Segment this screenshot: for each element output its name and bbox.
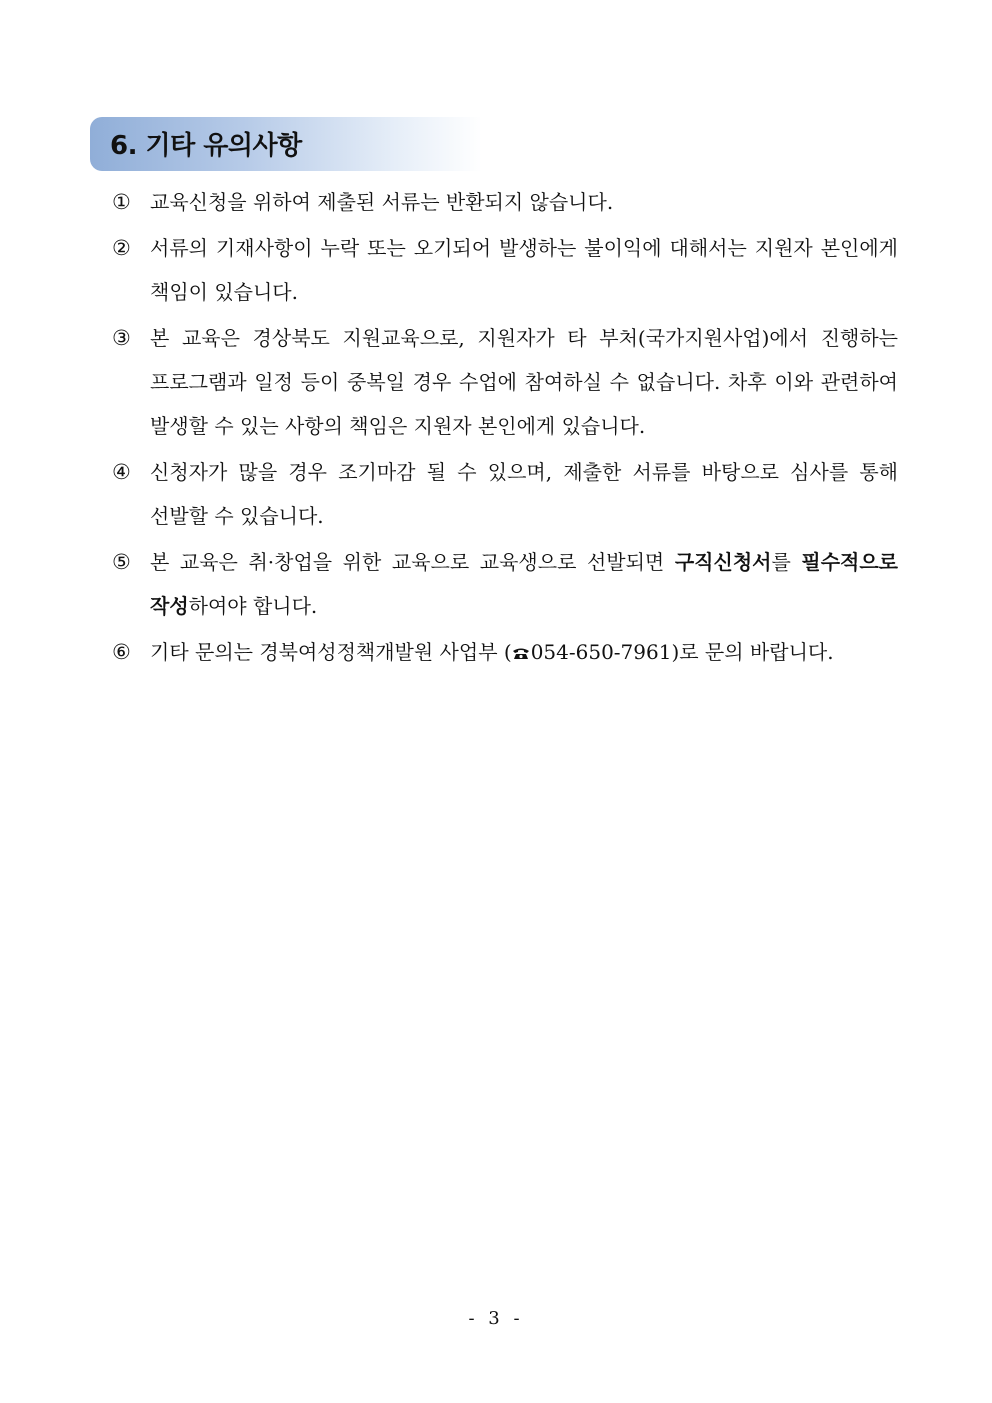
list-item-3 xyxy=(112,316,898,448)
section-title: 6. 기타 유의사항 xyxy=(110,131,302,161)
notice-list xyxy=(112,180,898,674)
list-item-2 xyxy=(112,226,898,314)
list-item-1 xyxy=(112,180,898,224)
list-item-4 xyxy=(112,450,898,538)
item-number: ④ xyxy=(112,460,131,484)
item-text-part: 기타 문의는 경북여성정책개발원 사업부 ( xyxy=(150,640,512,664)
item-text: 신청자가 많을 경우 조기마감 될 수 있으며, 제출한 서류를 바탕으로 심사를 통해 선발할 수 있습니다. xyxy=(150,460,898,528)
item-text-part: )로 문의 바랍니다. xyxy=(671,640,834,664)
item-number: ⑤ xyxy=(112,550,131,574)
item-text-part: 하여야 합니다. xyxy=(188,594,318,618)
item-text: 교육신청을 위하여 제출된 서류는 반환되지 않습니다. xyxy=(150,190,614,214)
item-text-part: 본 교육은 취·창업을 위한 교육으로 교육생으로 선발되면 xyxy=(150,550,675,574)
emphasis-mandatory: 필수적으로 작성 xyxy=(150,550,898,618)
phone-number: 054-650-7961 xyxy=(530,640,672,664)
emphasis-job-application: 구직신청서 xyxy=(674,550,772,574)
item-text-part: 를 xyxy=(771,550,802,574)
item-text: 본 교육은 경상북도 지원교육으로, 지원자가 타 부처(국가지원사업)에서 진행하는 프로그램과 일정 등이 중복일 경우 수업에 참여하실 수 없습니다. 차후 이와 관련하여 발생할 수 있는 사항의 책임은 지원자 본인에게 있습니다. xyxy=(150,326,898,438)
item-number: ③ xyxy=(112,326,131,350)
item-text: 서류의 기재사항이 누락 또는 오기되어 발생하는 불이익에 대해서는 지원자 본인에게 책임이 있습니다. xyxy=(150,236,898,304)
section-heading xyxy=(90,117,482,171)
list-item-6 xyxy=(112,630,898,674)
item-text xyxy=(150,630,898,674)
list-item-5 xyxy=(112,540,898,628)
item-text xyxy=(150,540,898,628)
item-number: ① xyxy=(112,190,131,214)
page-number: - 3 - xyxy=(468,1308,524,1329)
item-number: ② xyxy=(112,236,131,260)
telephone-icon xyxy=(512,647,530,660)
item-number: ⑥ xyxy=(112,640,131,664)
